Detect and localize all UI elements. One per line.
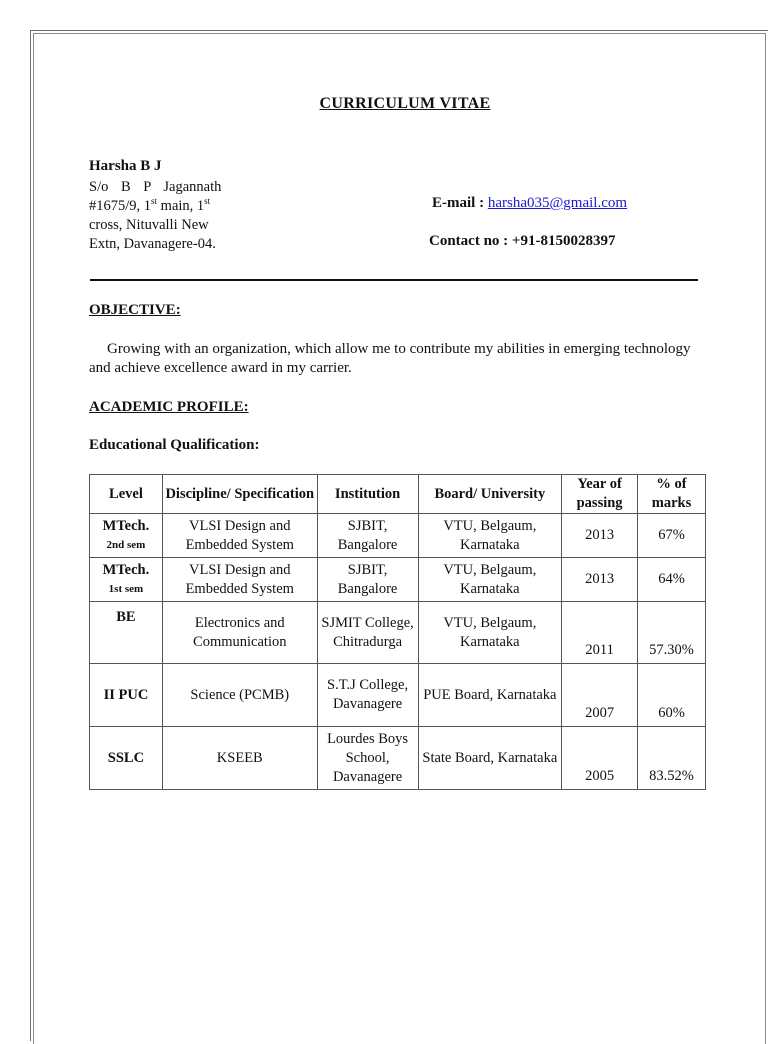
board-cell: VTU, Belgaum, Karnataka (418, 514, 562, 558)
level-cell: MTech. 2nd sem (90, 514, 163, 558)
board-cell: VTU, Belgaum, Karnataka (418, 558, 562, 602)
objective-text: Growing with an organization, which allow me to contribute my abilities in emerging technology and achieve excellence award in my carrier. (89, 341, 691, 376)
address-line: cross, Nituvalli New (89, 217, 209, 233)
institution-cell: Lourdes Boys School, Davanagere (317, 727, 418, 790)
table-row (90, 727, 706, 790)
level-cell: BE (90, 602, 163, 664)
column-header: Institution (317, 475, 418, 514)
contact-row (429, 233, 615, 250)
address-line: Extn, Davanagere-04. (89, 236, 216, 252)
email-link[interactable]: harsha035@gmail.com (487, 195, 628, 211)
column-header: % of marks (638, 475, 706, 514)
year-cell: 2005 (562, 727, 638, 790)
candidate-name: Harsha B J (89, 158, 162, 174)
marks-cell: 64% (638, 558, 706, 602)
discipline-cell: Electronics and Communication (162, 602, 317, 664)
academic-heading: ACADEMIC PROFILE: (89, 399, 249, 415)
education-table (89, 474, 706, 790)
year-cell: 2013 (562, 558, 638, 602)
discipline-cell: VLSI Design and Embedded System (162, 514, 317, 558)
discipline-cell: VLSI Design and Embedded System (162, 558, 317, 602)
email-label: E-mail : (432, 195, 488, 211)
institution-cell: SJMIT College, Chitradurga (317, 602, 418, 664)
level-cell: MTech. 1st sem (90, 558, 163, 602)
institution-cell: S.T.J College, Davanagere (317, 664, 418, 727)
board-cell: State Board, Karnataka (418, 727, 562, 790)
level-cell: II PUC (90, 664, 163, 727)
institution-cell: SJBIT, Bangalore (317, 558, 418, 602)
table-row (90, 602, 706, 664)
marks-cell: 60% (638, 664, 706, 727)
year-cell: 2013 (562, 514, 638, 558)
table-row (90, 558, 706, 602)
table-row (90, 514, 706, 558)
column-header: Level (90, 475, 163, 514)
email-row (432, 195, 627, 212)
marks-cell: 83.52% (638, 727, 706, 790)
discipline-cell: KSEEB (162, 727, 317, 790)
board-cell: VTU, Belgaum, Karnataka (418, 602, 562, 664)
year-cell: 2011 (562, 602, 638, 664)
objective-heading: OBJECTIVE: (89, 302, 181, 318)
document-title: CURRICULUM VITAE (319, 95, 491, 112)
qualification-subheading: Educational Qualification: (89, 437, 260, 453)
board-cell: PUE Board, Karnataka (418, 664, 562, 727)
contact-number: +91-8150028397 (511, 233, 616, 249)
address-line: #1675/9, 1st main, 1st (89, 196, 211, 214)
marks-cell: 57.30% (638, 602, 706, 664)
table-row (90, 664, 706, 727)
column-header: Board/ University (418, 475, 562, 514)
discipline-cell: Science (PCMB) (162, 664, 317, 727)
level-cell: SSLC (90, 727, 163, 790)
contact-label: Contact no : (429, 233, 512, 249)
marks-cell: 67% (638, 514, 706, 558)
header-divider (90, 279, 698, 281)
address-line: S/o B P Jagannath (89, 179, 222, 195)
table-header-row (90, 475, 706, 514)
year-cell: 2007 (562, 664, 638, 727)
column-header: Discipline/ Specification (162, 475, 317, 514)
candidate-address (89, 178, 239, 254)
column-header: Year of passing (562, 475, 638, 514)
institution-cell: SJBIT, Bangalore (317, 514, 418, 558)
